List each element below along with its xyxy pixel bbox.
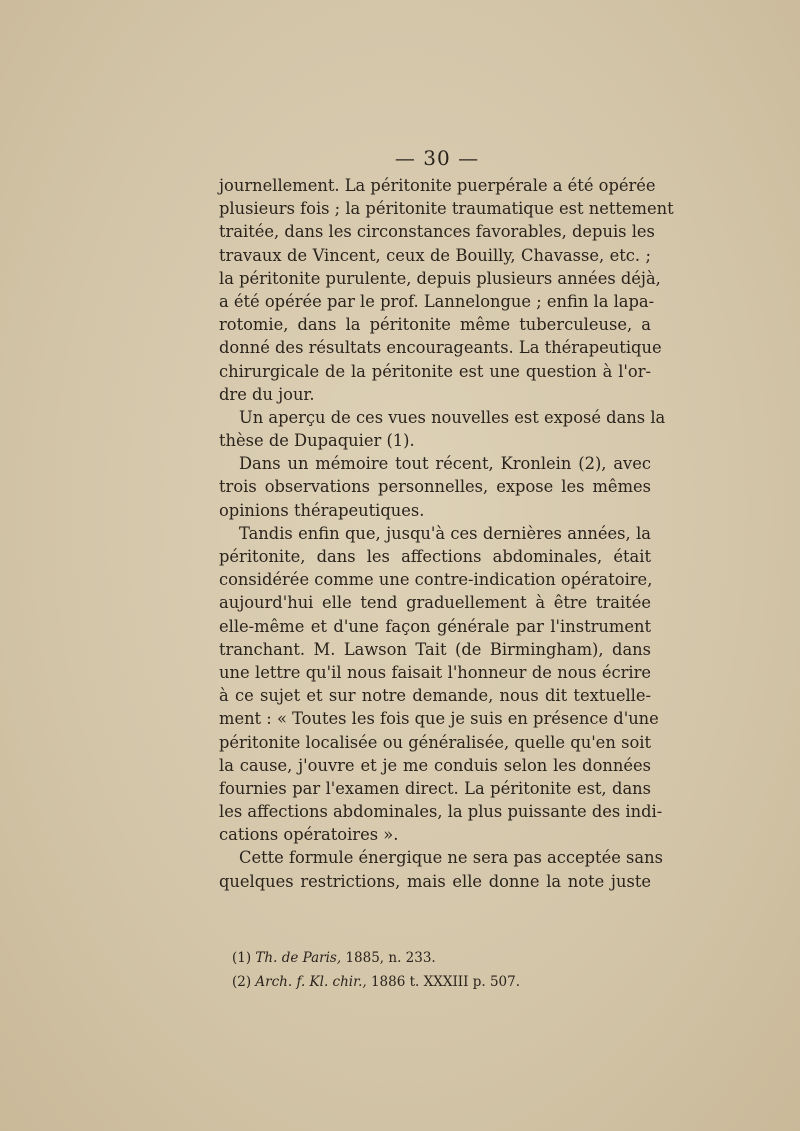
- footnote-2: [232, 970, 652, 994]
- text-line: chirurgicale de la péritonite est une question à l'or-: [219, 361, 651, 381]
- text-line: rotomie, dans la péritonite même tuberculeuse, a: [219, 315, 651, 335]
- text-line: journellement. La péritonite puerpérale a été opérée: [219, 176, 656, 195]
- text-line: plusieurs fois ; la péritonite traumatique est nettement: [219, 199, 674, 219]
- text-line: donné des résultats encourageants. La thérapeutique: [219, 338, 662, 358]
- text-line: aujourd'hui elle tend graduellement à être traitée: [219, 593, 651, 613]
- text-line: fournies par l'examen direct. La péritonite est, dans: [219, 778, 651, 798]
- text-line: travaux de Vincent, ceux de Bouilly, Chavasse, etc. ;: [219, 245, 651, 265]
- text-line: la cause, j'ouvre et je me conduis selon les données: [219, 755, 651, 775]
- text-line: la péritonite purulente, depuis plusieurs années déjà,: [219, 268, 661, 288]
- text-line: thèse de Dupaquier (1).: [219, 431, 415, 451]
- text-line: Un aperçu de ces vues nouvelles est exposé dans la: [239, 407, 666, 427]
- footnote-number: (2): [232, 974, 252, 990]
- footnote-detail: 1885, n. 233.: [341, 950, 436, 966]
- text-line: Cette formule énergique ne sera pas acceptée sans: [239, 848, 663, 868]
- footnote-source: Th. de Paris,: [255, 950, 342, 966]
- text-line: opinions thérapeutiques.: [219, 500, 425, 520]
- text-line: tranchant. M. Lawson Tait (de Birmingham), dans: [219, 639, 651, 659]
- text-line: a été opérée par le prof. Lannelongue ; enfin la lapa-: [219, 291, 655, 311]
- body-text: [219, 174, 674, 893]
- footnote-number: (1): [232, 950, 252, 966]
- text-line: à ce sujet et sur notre demande, nous dit textuelle-: [219, 686, 651, 706]
- footnote-source: Arch. f. Kl. chir.,: [255, 974, 367, 990]
- page-number: — 30 —: [394, 146, 480, 170]
- footnote-detail: 1886 t. XXXIII p. 507.: [366, 974, 521, 990]
- text-line: péritonite, dans les affections abdominales, était: [219, 547, 651, 566]
- text-line: une lettre qu'il nous faisait l'honneur de nous écrire: [219, 662, 651, 682]
- text-line: dre du jour.: [219, 384, 315, 404]
- text-line: Tandis enfin que, jusqu'à ces dernières années, la: [239, 523, 651, 543]
- text-line: ment : « Toutes les fois que je suis en présence d'une: [219, 709, 659, 729]
- text-line: elle-même et d'une façon générale par l'instrument: [219, 616, 651, 636]
- text-line: cations opératoires ».: [219, 825, 399, 845]
- text-line: trois observations personnelles, expose les mêmes: [219, 477, 651, 497]
- text-line: les affections abdominales, la plus puissante des indi-: [219, 802, 663, 822]
- text-line: quelques restrictions, mais elle donne la note juste: [219, 871, 651, 891]
- footnote-1: [232, 946, 652, 970]
- text-line: Dans un mémoire tout récent, Kronlein (2), avec: [239, 454, 651, 474]
- footnotes: [232, 946, 652, 994]
- text-line: péritonite localisée ou généralisée, quelle qu'en soit: [219, 732, 651, 752]
- text-line: traitée, dans les circonstances favorables, depuis les: [219, 222, 655, 242]
- text-line: considérée comme une contre-indication opératoire,: [219, 570, 653, 590]
